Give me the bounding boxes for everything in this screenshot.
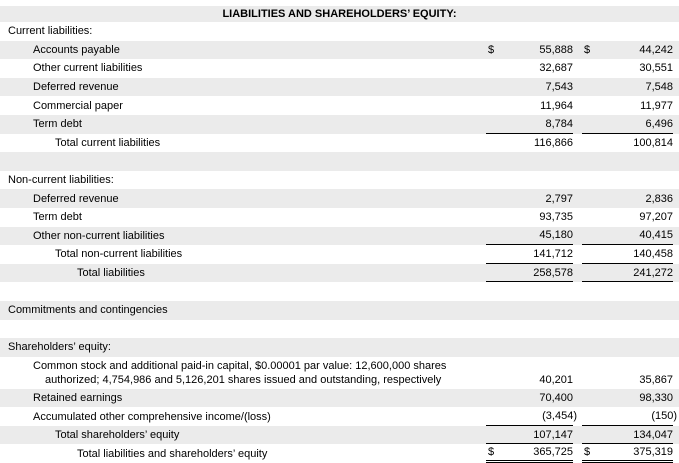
row-spacer <box>0 282 679 301</box>
row-accounts-payable <box>0 41 679 60</box>
row-label: Term debt <box>33 118 82 131</box>
col2-value: 7,548 <box>645 81 673 94</box>
col1-value: 93,735 <box>539 211 573 224</box>
row-label: Other current liabilities <box>33 62 143 75</box>
col1-cell <box>486 115 573 134</box>
row-total-non-current-liabilities <box>0 245 679 264</box>
dollar-sign: $ <box>488 446 495 459</box>
col1-cell <box>486 357 573 389</box>
col1-value: (3,454) <box>542 410 577 423</box>
row-label: Total liabilities <box>77 267 145 280</box>
col2-cell <box>582 208 673 227</box>
col2-cell <box>582 227 673 246</box>
col2-cell <box>582 357 673 389</box>
col2-value: 375,319 <box>633 446 673 459</box>
table-row-section-title <box>0 6 679 22</box>
col1-cell <box>486 426 573 445</box>
col2-value: 44,242 <box>639 43 673 56</box>
row-label: Shareholders’ equity: <box>8 341 111 354</box>
row-accumulated-oci <box>0 407 679 426</box>
row-label: Commercial paper <box>33 99 123 112</box>
col2-cell <box>582 41 673 60</box>
col2-cell <box>582 444 673 463</box>
row-label: Accounts payable <box>33 43 120 56</box>
row-other-current-liabilities <box>0 59 679 78</box>
row-label: Total shareholders’ equity <box>55 429 180 442</box>
common-stock-line1: Common stock and additional paid-in capital, $0.00001 par value: 12,600,000 shares <box>33 360 447 373</box>
row-commitments-contingencies <box>0 301 679 320</box>
row-term-debt-current <box>0 115 679 134</box>
row-deferred-revenue-noncurrent <box>0 189 679 208</box>
col1-cell <box>486 389 573 408</box>
row-retained-earnings <box>0 389 679 408</box>
col1-cell <box>486 444 573 463</box>
col1-value: 55,888 <box>539 43 573 56</box>
col1-value: 116,866 <box>534 136 573 149</box>
col2-cell <box>582 78 673 97</box>
col1-value: 2,797 <box>545 192 573 205</box>
col2-cell <box>582 407 677 426</box>
col1-value: 70,400 <box>539 391 573 404</box>
row-total-shareholders-equity <box>0 426 679 445</box>
row-label: Total current liabilities <box>55 136 161 149</box>
col2-value: 134,047 <box>633 428 673 441</box>
row-total-liabilities <box>0 264 679 283</box>
col1-value: 32,687 <box>539 62 573 75</box>
col1-cell <box>486 208 573 227</box>
col2-value: 35,867 <box>639 373 673 386</box>
row-total-liabilities-and-equity <box>0 444 679 463</box>
col1-cell <box>486 96 573 115</box>
col1-cell <box>486 59 573 78</box>
row-deferred-revenue-current <box>0 78 679 97</box>
row-other-non-current-liabilities <box>0 227 679 246</box>
col2-cell <box>582 389 673 408</box>
col2-cell <box>582 59 673 78</box>
col2-cell <box>582 115 673 134</box>
row-label: Retained earnings <box>33 391 123 404</box>
col1-cell <box>486 134 573 153</box>
col1-cell <box>486 264 573 283</box>
section-title: LIABILITIES AND SHAREHOLDERS’ EQUITY: <box>222 8 457 20</box>
dollar-sign: $ <box>488 43 495 56</box>
col2-value: 6,496 <box>645 117 673 130</box>
row-label <box>0 357 486 389</box>
col2-cell <box>582 264 673 283</box>
row-spacer <box>0 320 679 339</box>
row-non-current-liabilities-header <box>0 171 679 190</box>
col1-value: 365,725 <box>533 446 573 459</box>
col1-cell <box>486 227 573 246</box>
common-stock-line2: authorized; 4,754,986 and 5,126,201 shares issued and outstanding, respectively <box>45 373 442 386</box>
col1-value: 40,201 <box>539 373 573 386</box>
col2-cell <box>582 189 673 208</box>
col2-value: 140,458 <box>633 247 673 260</box>
row-term-debt-noncurrent <box>0 208 679 227</box>
row-commercial-paper <box>0 96 679 115</box>
col2-value: 100,814 <box>633 136 673 149</box>
row-label: Deferred revenue <box>33 192 119 205</box>
col2-cell <box>582 96 673 115</box>
col1-value: 8,784 <box>545 117 573 130</box>
col2-value: 11,977 <box>640 99 673 112</box>
row-total-current-liabilities <box>0 134 679 153</box>
row-current-liabilities-header <box>0 22 679 41</box>
row-label: Commitments and contingencies <box>8 304 168 317</box>
col2-value: 30,551 <box>639 62 673 75</box>
col1-value: 107,147 <box>533 428 573 441</box>
col1-value: 11,964 <box>540 99 573 112</box>
col2-cell <box>582 245 673 264</box>
row-label: Deferred revenue <box>33 81 119 94</box>
col1-value: 141,712 <box>533 247 573 260</box>
col1-value: 45,180 <box>539 229 573 242</box>
col2-value: 98,330 <box>639 391 673 404</box>
col1-value: 7,543 <box>545 81 573 94</box>
col1-cell <box>486 245 573 264</box>
col1-cell <box>486 189 573 208</box>
row-label: Non-current liabilities: <box>8 174 114 187</box>
col2-value: 241,272 <box>633 266 673 279</box>
row-label: Accumulated other comprehensive income/(loss) <box>33 410 271 423</box>
row-spacer <box>0 152 679 171</box>
row-label: Term debt <box>33 211 82 224</box>
col2-value: 40,415 <box>639 229 673 242</box>
dollar-sign: $ <box>584 43 591 56</box>
row-label: Other non-current liabilities <box>33 229 165 242</box>
row-common-stock <box>0 357 679 389</box>
dollar-sign: $ <box>584 446 591 459</box>
col1-cell <box>486 407 577 426</box>
row-shareholders-equity-header <box>0 338 679 357</box>
col2-value: 2,836 <box>645 192 673 205</box>
col2-value: (150) <box>651 410 677 423</box>
col1-cell <box>486 78 573 97</box>
col2-cell <box>582 134 673 153</box>
row-label: Total non-current liabilities <box>55 248 183 261</box>
col1-cell <box>486 41 573 60</box>
row-label: Current liabilities: <box>8 25 93 38</box>
col2-value: 97,207 <box>639 211 673 224</box>
col1-value: 258,578 <box>533 266 573 279</box>
col2-cell <box>582 426 673 445</box>
row-label: Total liabilities and shareholders’ equity <box>77 447 268 460</box>
